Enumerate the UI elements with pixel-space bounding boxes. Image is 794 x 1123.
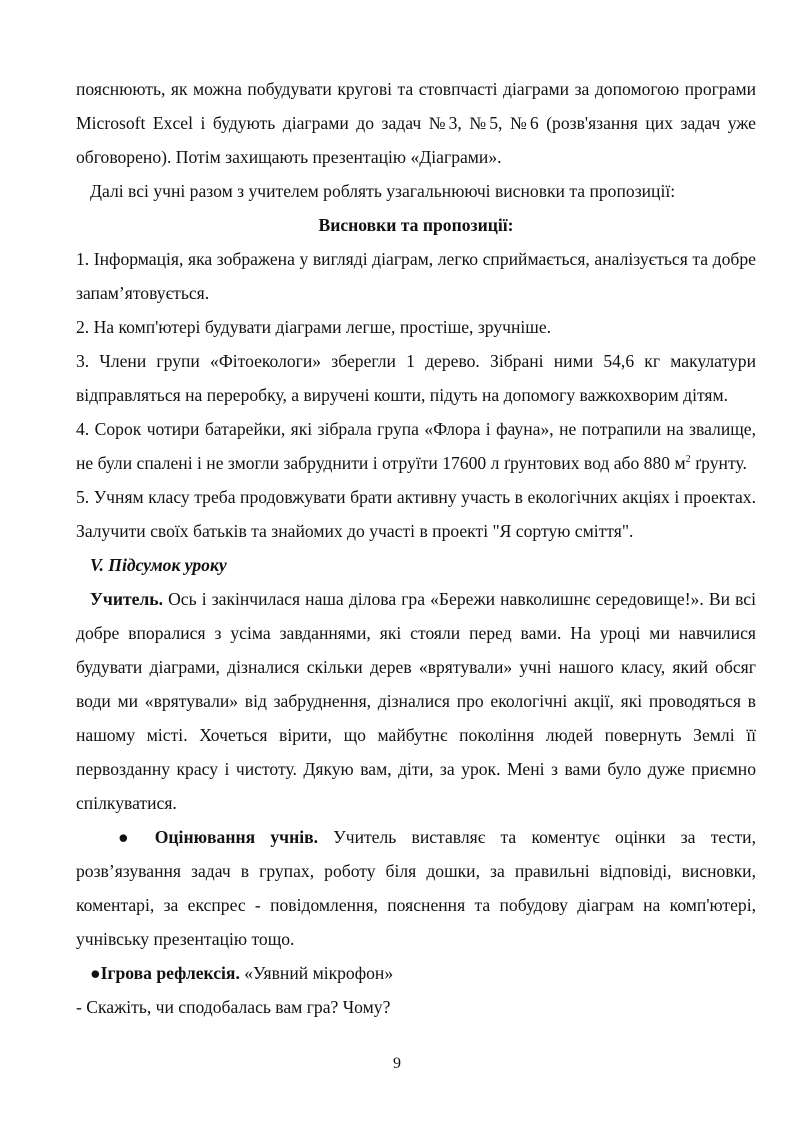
conclusions-title: Висновки та пропозиції: — [318, 215, 514, 235]
evaluation-label: Оцінювання учнів. — [154, 827, 319, 847]
conclusion-item-5: 5. Учням класу треба продовжувати брати активну участь в екологічних акціях і проектах. Залучити своїх батьків та знайомих до участі в проекті "Я сортую сміття". — [76, 487, 756, 541]
intro-paragraph: пояснюють, як можна побудувати кругові та стовпчасті діаграми за допомогою програми Microsoft Excel і будують діаграми до задач №3, №5, №6 (розв'язання цих задач уже обговорено). Потім захищають презентацію «Діаграми». — [76, 79, 756, 167]
conclusion-item-1: 1. Інформація, яка зображена у вигляді діаграм, легко сприймається, аналізується та добре запам’ятовується. — [76, 249, 756, 303]
evaluation-paragraph — [76, 820, 756, 956]
teacher-text: Ось і закінчилася наша ділова гра «Бережи навколишнє середовище!». Ви всі добре впоралися з усіма завданнями, які стояли перед вами. На уроці ми навчилися будувати діаграми, дізналися скільки дерев «врятували» учні нашого класу, який обсяг води ми «врятували» від забруднення, дізналися про екологічні акції, які проводяться в нашому місті. Хочеться вірити, що майбутнє покоління людей повернуть Землі її первозданну красу і чистоту. Дякую вам, діти, за урок. Мені з вами було дуже приємно спілкуватися. — [76, 589, 756, 813]
superscript-2: 2 — [685, 454, 691, 465]
conclusion-item-3: 3. Члени групи «Фітоекологи» зберегли 1 дерево. Зібрані ними 54,6 кг макулатури відправляться на переробку, а виручені кошти, підуть на допомогу важкохворим дітям. — [76, 351, 756, 405]
teacher-paragraph — [76, 582, 756, 820]
conclusions-intro: Далі всі учні разом з учителем роблять узагальнюючі висновки та пропозиції: — [90, 181, 676, 201]
conclusion-item-4-tail: ґрунту. — [690, 453, 747, 473]
conclusion-item-4 — [76, 412, 756, 480]
conclusion-item-4-text: 4. Сорок чотири батарейки, які зібрала група «Флора і фауна», не потрапили на звалище, не були спалені і не змогли забруднити і отруїти 17600 л ґрунтових вод або 880 м — [76, 419, 756, 473]
evaluation-text: Учитель виставляє та коментує оцінки за тести, розв’язування задач в групах, роботу біля дошки, за правильні відповіді, висновки, коментарі, за експрес - повідомлення, пояснення та побудову діаграм на комп'ютері, учнівську презентацію тощо. — [76, 827, 756, 949]
reflection-paragraph — [76, 956, 756, 990]
conclusion-item-2: 2. На комп'ютері будувати діаграми легше, простіше, зручніше. — [76, 317, 552, 337]
teacher-label: Учитель. — [90, 589, 163, 609]
reflection-text: «Уявний мікрофон» — [239, 963, 394, 983]
bullet-icon: ● — [90, 963, 101, 983]
reflection-label: Ігрова рефлексія. — [100, 963, 240, 983]
summary-heading: V. Підсумок уроку — [90, 555, 227, 575]
document-page — [76, 72, 756, 1024]
page-number: 9 — [393, 1055, 401, 1072]
reflection-question: - Скажіть, чи сподобалась вам гра? Чому? — [76, 997, 391, 1017]
bullet-icon: ● — [118, 827, 140, 847]
